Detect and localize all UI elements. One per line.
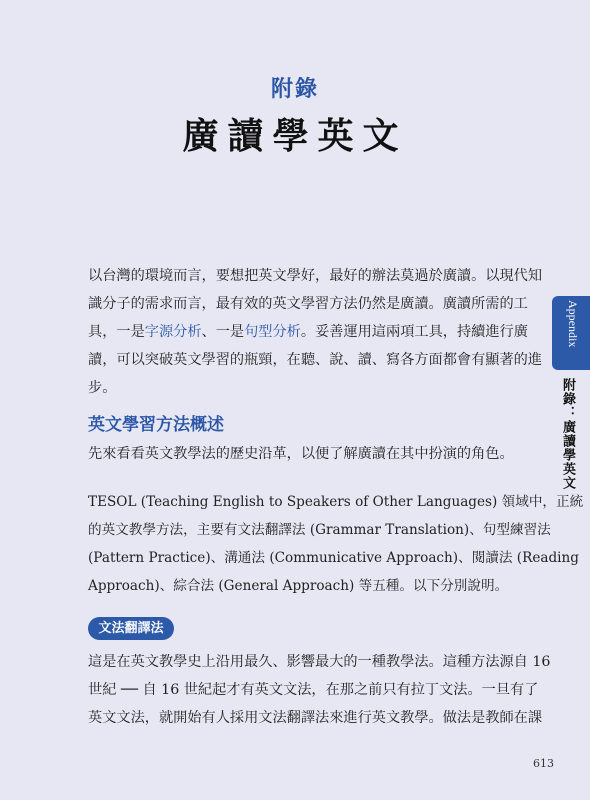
intro-line-3-part-a: 具，一是 xyxy=(88,324,145,340)
tesol-line-4: Approach)、綜合法 (General Approach) 等五種。以下分別說明。 xyxy=(88,578,509,594)
subsection-badge: 文法翻譯法 xyxy=(88,617,174,640)
tesol-line-3: (Pattern Practice)、溝通法 (Communicative Approach)、閱讀法 (Reading xyxy=(88,550,579,566)
intro-line-3 xyxy=(88,318,528,346)
intro-line-4: 讀，可以突破英文學習的瓶頸，在聽、說、讀、寫各方面都會有顯著的進 xyxy=(88,352,543,368)
intro-line-5: 步。 xyxy=(88,380,117,396)
intro-line-3-part-c: 。妥善運用這兩項工具，持續進行廣 xyxy=(300,324,528,340)
highlight-sentence-analysis: 句型分析 xyxy=(244,324,301,340)
intro-line-3-part-b: 、一是 xyxy=(201,324,245,340)
tesol-line-2: 的英文教學方法，主要有文法翻譯法 (Grammar Translation)、句型練習法 xyxy=(88,522,551,538)
grammar-line-3: 英文文法，就開始有人採用文法翻譯法來進行英文教學。做法是教師在課 xyxy=(88,710,543,726)
side-vertical-title: 附錄：廣讀學英文 xyxy=(560,378,575,490)
grammar-paragraph xyxy=(88,648,551,732)
intro-paragraph xyxy=(88,262,543,402)
tesol-line-1: TESOL (Teaching English to Speakers of Other Languages) 領域中，正統 xyxy=(88,494,584,510)
intro-line-2: 識分子的需求而言，最有效的英文學習方法仍然是廣讀。廣讀所需的工 xyxy=(88,296,528,312)
grammar-line-1: 這是在英文教學史上沿用最久、影響最大的一種教學法。這種方法源自 16 xyxy=(88,654,551,670)
section-heading: 英文學習方法概述 xyxy=(88,415,224,435)
highlight-etymology: 字源分析 xyxy=(144,324,202,340)
grammar-line-2: 世紀 ── 自 16 世紀起才有英文文法，在那之前只有拉丁文法。一旦有了 xyxy=(88,682,539,698)
tesol-paragraph xyxy=(88,488,584,600)
section-lead-paragraph xyxy=(88,440,520,468)
side-tab-label: Appendix xyxy=(566,300,580,348)
appendix-label: 附錄 xyxy=(270,76,319,102)
page-title: 廣讀學英文 xyxy=(182,115,408,157)
intro-line-1: 以台灣的環境而言，要想把英文學好，最好的辦法莫過於廣讀。以現代知 xyxy=(88,268,543,284)
appendix-side-tab xyxy=(552,296,590,370)
page-number: 613 xyxy=(533,757,554,770)
section-lead-line: 先來看看英文教學法的歷史沿革，以便了解廣讀在其中扮演的角色。 xyxy=(88,446,514,462)
